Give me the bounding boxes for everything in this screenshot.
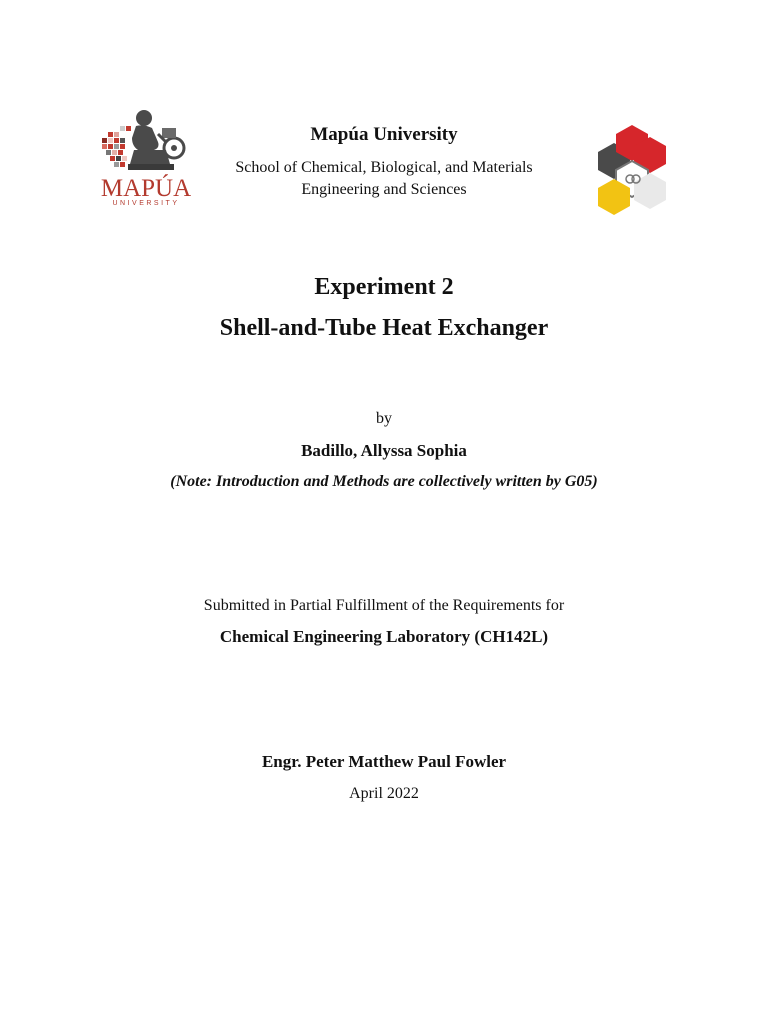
logo-wordmark: MAPÚA	[100, 175, 192, 202]
submission-statement: Submitted in Partial Fulfillment of the Requirements for	[203, 597, 565, 614]
authorship-note: (Note: Introduction and Methods are collectively written by G05)	[170, 473, 598, 490]
school-line-1: School of Chemical, Biological, and Materials	[235, 159, 533, 176]
by-label: by	[376, 410, 392, 427]
school-line-2: Engineering and Sciences	[301, 181, 467, 198]
school-name	[0, 157, 768, 201]
experiment-title: Shell-and-Tube Heat Exchanger	[219, 315, 549, 341]
submission-date: April 2022	[349, 785, 419, 802]
experiment-number: Experiment 2	[314, 274, 454, 300]
author-name: Badillo, Allyssa Sophia	[301, 441, 467, 460]
logo-subtitle: UNIVERSITY	[112, 200, 180, 207]
university-name: Mapúa University	[310, 124, 458, 145]
instructor-name: Engr. Peter Matthew Paul Fowler	[261, 752, 507, 771]
course-name: Chemical Engineering Laboratory (CH142L)	[219, 627, 549, 646]
